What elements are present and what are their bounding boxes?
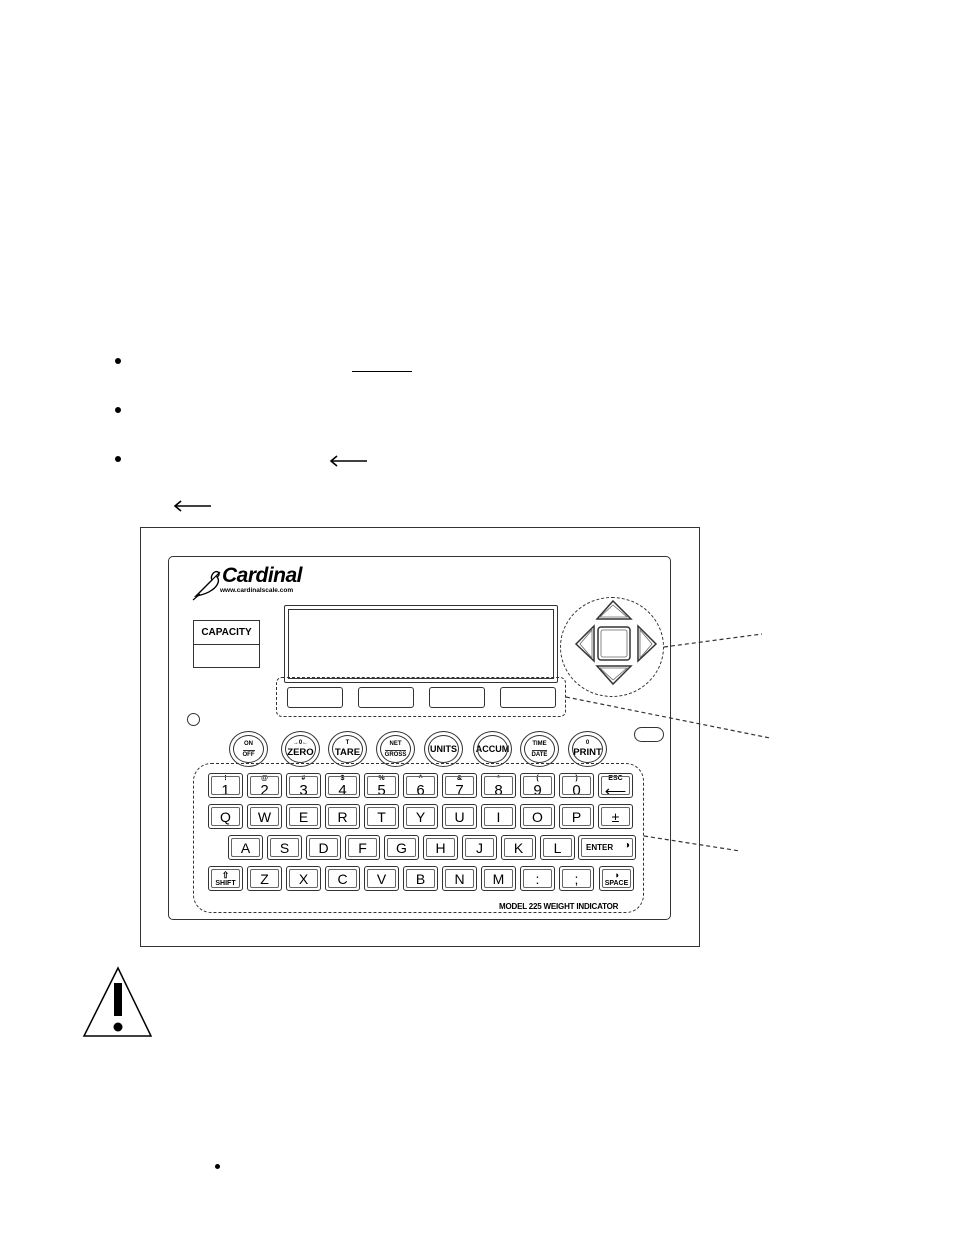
space-label: SPACE — [604, 879, 629, 887]
shift-symbol: * — [497, 775, 500, 782]
key-l-label: L — [553, 839, 562, 856]
key-plus-minus[interactable] — [598, 804, 633, 829]
shift-symbol: ) — [575, 775, 578, 782]
key-o[interactable] — [520, 804, 555, 829]
enter-key[interactable] — [578, 835, 636, 860]
softkey-1[interactable] — [287, 687, 343, 708]
key-c-label: C — [337, 870, 348, 887]
key-glyph: 2 — [260, 782, 269, 799]
key-v[interactable] — [364, 866, 399, 891]
key-x[interactable] — [286, 866, 321, 891]
key-3[interactable] — [286, 773, 321, 798]
softkey-3[interactable] — [429, 687, 485, 708]
key-plus-minus-label: ± — [611, 808, 620, 825]
key-i-label: I — [496, 808, 501, 825]
key-q-label: Q — [220, 808, 231, 825]
key-semicolon[interactable] — [559, 866, 594, 891]
key-glyph: 5 — [377, 782, 386, 799]
space-key[interactable] — [599, 866, 634, 891]
key-0[interactable] — [559, 773, 594, 798]
backspace-arrow-icon-2 — [172, 500, 212, 512]
key-9[interactable] — [520, 773, 555, 798]
key-m-label: M — [492, 870, 505, 887]
warning-icon — [84, 968, 151, 1036]
key-t[interactable] — [364, 804, 399, 829]
key-g-label: G — [396, 839, 407, 856]
shift-symbol: & — [456, 775, 463, 782]
bullet-3 — [115, 456, 121, 462]
key-b-label: B — [415, 870, 426, 887]
key-v-label: V — [376, 870, 387, 887]
key-d-label: D — [318, 839, 329, 856]
shift-symbol: ! — [224, 775, 227, 782]
bullet-4 — [215, 1164, 220, 1169]
key-8[interactable] — [481, 773, 516, 798]
on-off-key[interactable]: ON OFF — [229, 731, 268, 767]
key-p[interactable] — [559, 804, 594, 829]
key-u-label: U — [454, 808, 465, 825]
key-b[interactable] — [403, 866, 438, 891]
net-gross-key[interactable]: NET GROSS — [376, 731, 415, 767]
softkey-4[interactable] — [500, 687, 556, 708]
tare-key[interactable]: T TARE — [328, 731, 367, 767]
key-h-label: H — [435, 839, 446, 856]
lcd-display — [284, 605, 558, 683]
key-f[interactable] — [345, 835, 380, 860]
shift-symbol: ^ — [418, 775, 423, 782]
key-t-label: T — [377, 808, 386, 825]
key-d[interactable] — [306, 835, 341, 860]
key-glyph: ⟵ — [604, 783, 627, 800]
key-glyph: 7 — [455, 782, 464, 799]
brand-name: Cardinal — [222, 564, 303, 587]
key-h[interactable] — [423, 835, 458, 860]
time-date-key[interactable]: TIME DATE — [520, 731, 559, 767]
key-c[interactable] — [325, 866, 360, 891]
key-e[interactable] — [286, 804, 321, 829]
key-n[interactable] — [442, 866, 477, 891]
backspace-arrow-icon — [328, 455, 368, 467]
key-k-label: K — [513, 839, 524, 856]
key-2[interactable] — [247, 773, 282, 798]
capacity-plate — [193, 620, 260, 668]
key-r-label: R — [337, 808, 348, 825]
key-r[interactable] — [325, 804, 360, 829]
model-label: MODEL 225 WEIGHT INDICATOR — [496, 902, 621, 911]
key-o-label: O — [532, 808, 543, 825]
key-glyph: 4 — [338, 782, 347, 799]
key-1[interactable] — [208, 773, 243, 798]
key-4[interactable] — [325, 773, 360, 798]
oval-button[interactable] — [634, 727, 664, 742]
print-key[interactable]: 0 PRINT — [568, 731, 607, 767]
shift-symbol: ( — [536, 775, 539, 782]
key-p-label: P — [571, 808, 582, 825]
key-colon-label: : — [535, 870, 540, 887]
contrast-icon-2: ◑ — [613, 869, 620, 880]
power-led — [187, 713, 200, 726]
key-z[interactable] — [247, 866, 282, 891]
shift-arrow-icon: ⇧ — [221, 869, 230, 880]
key-y[interactable] — [403, 804, 438, 829]
key-colon[interactable] — [520, 866, 555, 891]
key-backspace[interactable] — [598, 773, 633, 798]
shift-symbol: ESC — [608, 775, 623, 782]
shift-symbol: # — [301, 775, 306, 782]
zero-key[interactable]: →0← ZERO — [281, 731, 320, 767]
key-q[interactable] — [208, 804, 243, 829]
key-glyph: 9 — [533, 782, 542, 799]
softkey-2[interactable] — [358, 687, 414, 708]
units-key[interactable]: UNITS — [424, 731, 463, 767]
key-n-label: N — [454, 870, 465, 887]
key-x-label: X — [298, 870, 309, 887]
key-glyph: 1 — [221, 782, 230, 799]
key-e-label: E — [298, 808, 309, 825]
nav-center-button[interactable] — [598, 627, 630, 660]
key-glyph: 8 — [494, 782, 503, 799]
key-glyph: 3 — [299, 782, 308, 799]
key-glyph: 6 — [416, 782, 425, 799]
key-glyph: 0 — [572, 782, 581, 799]
key-semicolon-label: ; — [574, 870, 579, 887]
shift-label: SHIFT — [215, 879, 236, 887]
accum-key[interactable]: ACCUM — [473, 731, 512, 767]
key-s-label: S — [279, 839, 290, 856]
key-y-label: Y — [415, 808, 426, 825]
key-7[interactable] — [442, 773, 477, 798]
key-a[interactable] — [228, 835, 263, 860]
underline-mark — [352, 371, 412, 372]
key-j-label: J — [476, 839, 483, 856]
capacity-label: CAPACITY — [194, 621, 259, 645]
bullet-2 — [115, 407, 121, 413]
key-6[interactable] — [403, 773, 438, 798]
key-w[interactable] — [247, 804, 282, 829]
key-k[interactable] — [501, 835, 536, 860]
shift-key[interactable] — [208, 866, 243, 891]
key-u[interactable] — [442, 804, 477, 829]
shift-symbol: @ — [261, 775, 268, 782]
key-g[interactable] — [384, 835, 419, 860]
key-z-label: Z — [260, 870, 269, 887]
shift-symbol: $ — [340, 775, 345, 782]
key-i[interactable] — [481, 804, 516, 829]
key-l[interactable] — [540, 835, 575, 860]
key-s[interactable] — [267, 835, 302, 860]
contrast-icon: ◑ — [623, 840, 630, 851]
key-a-label: A — [240, 839, 251, 856]
enter-label: ENTER — [586, 843, 614, 852]
shift-symbol: % — [378, 775, 385, 782]
key-m[interactable] — [481, 866, 516, 891]
key-f-label: F — [358, 839, 367, 856]
key-j[interactable] — [462, 835, 497, 860]
brand-url: www.cardinalscale.com — [220, 587, 294, 594]
key-5[interactable] — [364, 773, 399, 798]
bullet-1 — [115, 358, 121, 364]
key-w-label: W — [257, 808, 272, 825]
